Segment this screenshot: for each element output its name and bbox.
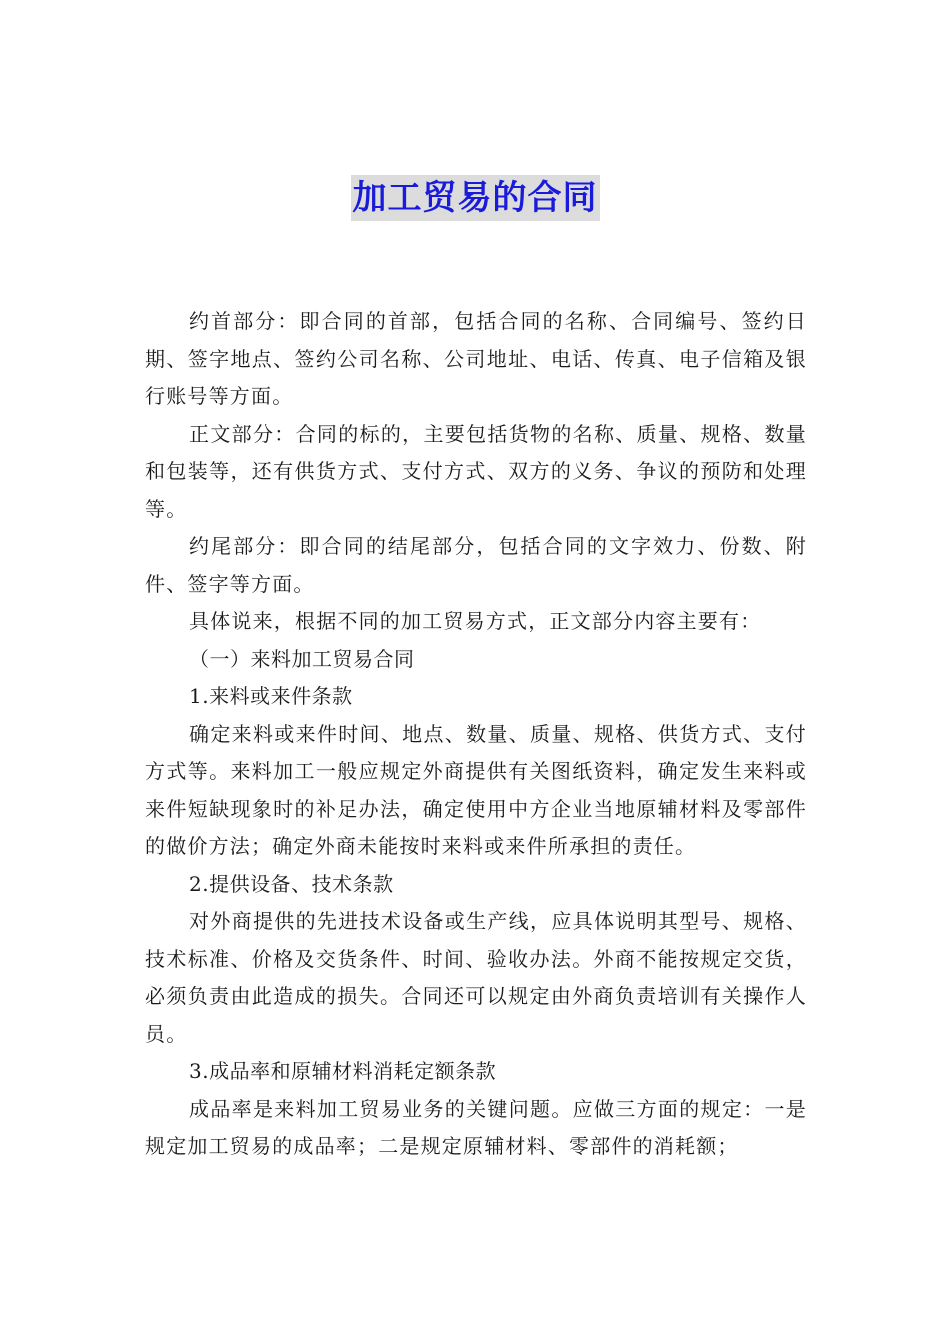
- document-title: 加工贸易的合同: [351, 175, 600, 221]
- clause-text-2: 对外商提供的先进技术设备或生产线，应具体说明其型号、规格、技术标准、价格及交货条件、时间、验收办法。外商不能按规定交货，必须负责由此造成的损失。合同还可以规定由外商负责培训有关操作人员。: [145, 909, 807, 1046]
- clause-text-1: 确定来料或来件时间、地点、数量、质量、规格、供货方式、支付方式等。来料加工一般应规定外商提供有关图纸资料，确定发生来料或来件短缺现象时的补足办法，确定使用中方企业当地原辅材料及零部件的做价方法；确定外商未能按时来料或来件所承担的责任。: [145, 721, 807, 858]
- paragraph-intro: 具体说来，根据不同的加工贸易方式，正文部分内容主要有：: [189, 609, 762, 633]
- clause-heading-3: 3.成品率和原辅材料消耗定额条款: [189, 1059, 497, 1083]
- clause-heading-1: 1.来料或来件条款: [189, 684, 353, 708]
- section-heading-1: （一）来料加工贸易合同: [189, 646, 415, 671]
- paragraph-closing: 约尾部分：即合同的结尾部分，包括合同的文字效力、份数、附件、签字等方面。: [145, 534, 807, 596]
- title-container: [0, 175, 950, 221]
- paragraph-preamble: 约首部分：即合同的首部，包括合同的名称、合同编号、签约日期、签字地点、签约公司名称、公司地址、电话、传真、电子信箱及银行账号等方面。: [145, 309, 807, 408]
- clause-text-3: 成品率是来料加工贸易业务的关键问题。应做三方面的规定：一是规定加工贸易的成品率；二是规定原辅材料、零部件的消耗额；: [145, 1096, 807, 1158]
- clause-heading-2: 2.提供设备、技术条款: [189, 871, 394, 896]
- document-body: [145, 303, 807, 1166]
- paragraph-main-body: 正文部分：合同的标的，主要包括货物的名称、质量、规格、数量和包装等，还有供货方式、支付方式、双方的义务、争议的预防和处理等。: [145, 421, 807, 521]
